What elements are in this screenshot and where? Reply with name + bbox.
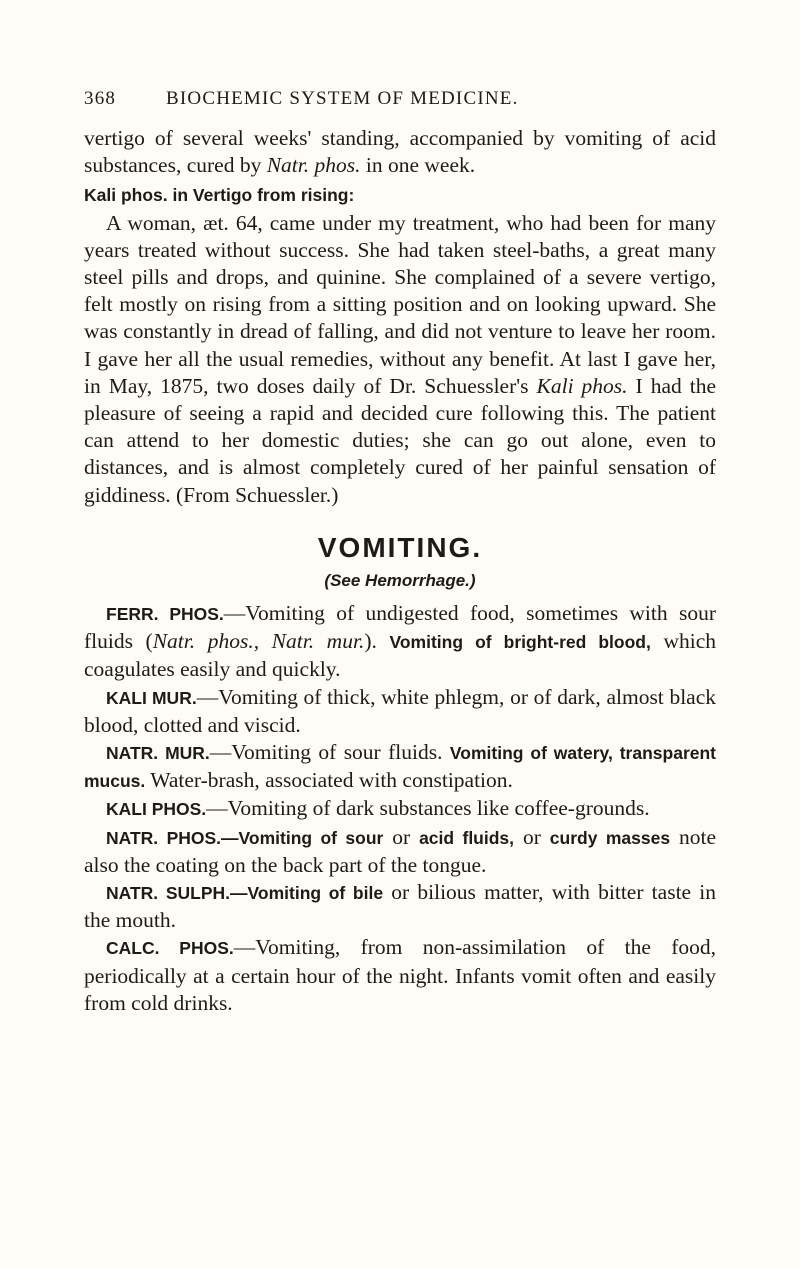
entry-bold: —Vomiting of bile [230, 883, 384, 904]
kali-case-text: A woman, æt. 64, came under my treatment, who had been for many years treated without success. She had taken steel-baths, a great many steel pills and drops, and quinine. She complained of a severe vertigo, felt mostly on rising from a sitting position and on looking upward. She was constantly in dread of falling, and did not venture to leave her room. I gave her all the usual remedies, without any benefit. At last I gave her, in May, 1875, two doses daily of Dr. Schuessler's [84, 210, 716, 398]
intro-text: vertigo of several weeks' standing, accompanied by vomiting of acid substances, cured by [84, 126, 716, 178]
entry-bold: —Vomiting of sour [221, 827, 384, 848]
page-header [84, 88, 604, 110]
entry-text: ). [364, 629, 390, 654]
entry-remedy: NATR. SULPH. [106, 883, 231, 904]
entry-text: note also the coating on the back part of the tongue. [84, 824, 716, 877]
kali-case-paragraph [84, 210, 716, 509]
page-number: 368 [84, 88, 117, 109]
entry-text: —Vomiting of sour fluids. [209, 740, 450, 765]
entry-remedy: KALI PHOS. [106, 799, 207, 820]
entry-kali-phos [84, 795, 716, 823]
kali-case-tail: I had the pleasure of seeing a rapid and decided cure following this. The patient can attend to her domestic duties; she can go out alone, even to distances, and is almost completely cured of her painful sensation of giddiness. (From Schuessler.) [84, 373, 717, 507]
entry-ferr-phos [84, 600, 716, 684]
entry-text: or [514, 824, 550, 849]
entry-bold: acid fluids, [419, 827, 515, 848]
entry-text: —Vomiting of dark substances like coffee-grounds. [206, 796, 650, 821]
kali-section-heading [84, 181, 716, 209]
entry-remedy: FERR. PHOS. [106, 604, 224, 625]
entry-kali-mur [84, 684, 716, 739]
entry-remedy: CALC. PHOS. [106, 938, 234, 959]
entry-bold: Vomiting of watery, transparent mucus. [84, 743, 717, 792]
section-title: VOMITING. [317, 531, 483, 563]
intro-remedy: Natr. phos. [266, 153, 361, 178]
kali-case-remedy: Kali phos. [536, 373, 628, 398]
entry-calc-phos [84, 934, 716, 1017]
kali-heading-text: Kali phos. in Vertigo from rising: [84, 185, 355, 206]
entry-natr-sulph [84, 879, 716, 934]
entry-text: or [383, 824, 420, 849]
section-crossref: (See Hemorrhage.) [324, 570, 476, 590]
entry-text: —Vomiting, from non-assimilation of the food, periodically at a certain hour of the night. Infants vomit often and easily from cold drinks. [84, 935, 716, 1015]
intro-tail: in one week. [360, 153, 476, 178]
entry-text: Water-brash, associated with constipation. [145, 768, 513, 793]
entry-bold: curdy masses [549, 827, 671, 848]
entry-text: —Vomiting of undigested food, sometimes with sour fluids ( [84, 601, 716, 654]
entry-text: or bilious matter, with bitter taste in the mouth. [84, 880, 716, 933]
intro-paragraph [84, 125, 716, 179]
entry-remedy: KALI MUR. [106, 687, 197, 708]
entry-remedy: NATR. MUR. [106, 743, 210, 764]
entry-natr-mur [84, 739, 716, 795]
page-body [84, 125, 716, 1017]
entry-bold: Vomiting of bright-red blood, [389, 632, 651, 653]
entry-text: which coagulates easily and quickly. [84, 629, 716, 682]
entry-text: —Vomiting of thick, white phlegm, or of dark, almost black blood, clotted and viscid. [84, 684, 717, 737]
entry-natr-phos [84, 824, 716, 879]
running-title: BIOCHEMIC SYSTEM OF MEDICINE. [166, 88, 519, 109]
entry-remedy: NATR. PHOS. [106, 827, 222, 848]
entry-italic: Natr. phos., Natr. mur. [152, 629, 365, 654]
